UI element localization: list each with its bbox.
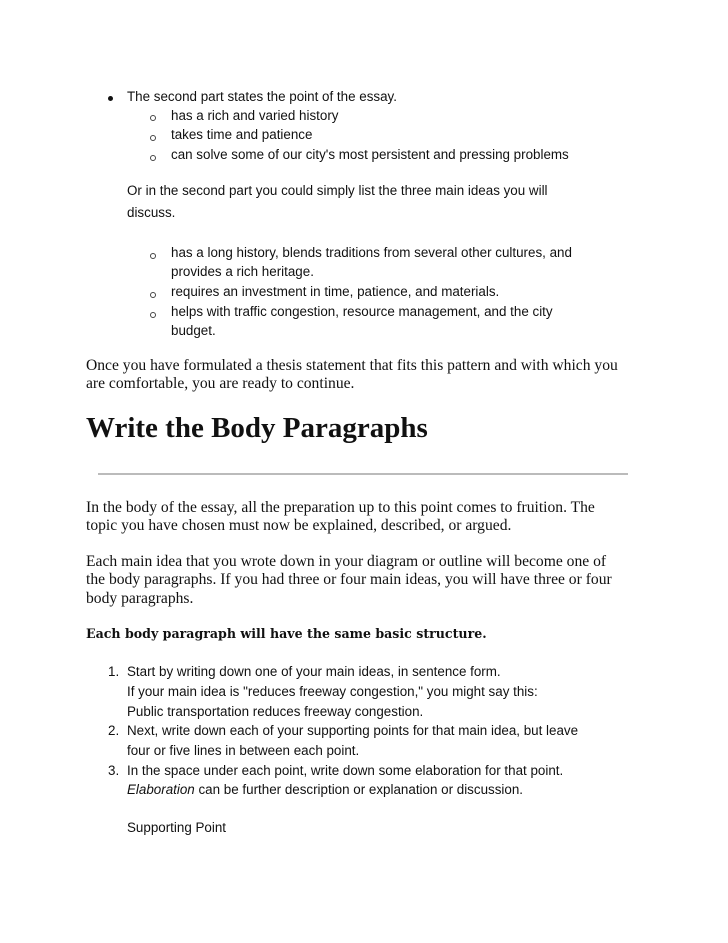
numbered-item: [127, 780, 523, 800]
once-paragraph: Once you have formulated a thesis statement that fits this pattern and with which you: [86, 357, 618, 374]
list-item: takes time and patience: [171, 127, 313, 142]
list-number: 1.: [108, 664, 120, 679]
body-paragraph: Each main idea that you wrote down in your diagram or outline will become one of: [86, 553, 607, 570]
section-heading: Write the Body Paragraphs: [86, 412, 428, 444]
list-item: requires an investment in time, patience, and materials.: [171, 284, 500, 299]
list-number: 2.: [108, 723, 120, 738]
numbered-item: Next, write down each of your supporting points for that main idea, but leave: [127, 723, 579, 738]
or-paragraph: discuss.: [127, 205, 176, 220]
body-paragraph: the body paragraphs. If you had three or four main ideas, you will have three or four: [86, 571, 612, 588]
list-item: has a rich and varied history: [171, 108, 339, 123]
numbered-item: Public transportation reduces freeway congestion.: [127, 704, 424, 719]
horizontal-rule: [98, 473, 628, 475]
list-number: 3.: [108, 763, 120, 778]
body-paragraph: body paragraphs.: [86, 590, 194, 607]
italic-term: Elaboration: [127, 782, 195, 797]
circle-bullet-icon: [150, 155, 156, 161]
circle-bullet-icon: [150, 312, 156, 318]
once-paragraph: are comfortable, you are ready to continue.: [86, 375, 355, 392]
body-paragraph: In the body of the essay, all the preparation up to this point comes to fruition. The: [86, 499, 595, 516]
circle-bullet-icon: [150, 115, 156, 121]
list-item: budget.: [171, 323, 216, 338]
numbered-item-rest: can be further description or explanation or discussion.: [194, 782, 524, 797]
numbered-item: four or five lines in between each point.: [127, 743, 360, 758]
circle-bullet-icon: [150, 135, 156, 141]
bullet-icon: [108, 96, 113, 101]
circle-bullet-icon: [150, 253, 156, 259]
numbered-item: If your main idea is "reduces freeway congestion," you might say this:: [127, 684, 538, 699]
bold-statement: Each body paragraph will have the same basic structure.: [86, 626, 487, 641]
numbered-item: Start by writing down one of your main ideas, in sentence form.: [127, 664, 501, 679]
list-item: can solve some of our city's most persistent and pressing problems: [171, 147, 569, 162]
or-paragraph: Or in the second part you could simply list the three main ideas you will: [127, 183, 548, 198]
circle-bullet-icon: [150, 292, 156, 298]
list-item: helps with traffic congestion, resource management, and the city: [171, 304, 553, 319]
numbered-item: In the space under each point, write down some elaboration for that point.: [127, 763, 564, 778]
supporting-point-label: Supporting Point: [127, 820, 227, 835]
list-item: has a long history, blends traditions from several other cultures, and: [171, 245, 572, 260]
body-paragraph: topic you have chosen must now be explained, described, or argued.: [86, 517, 512, 534]
list-item: provides a rich heritage.: [171, 264, 314, 279]
bullet-text: The second part states the point of the essay.: [127, 89, 397, 104]
